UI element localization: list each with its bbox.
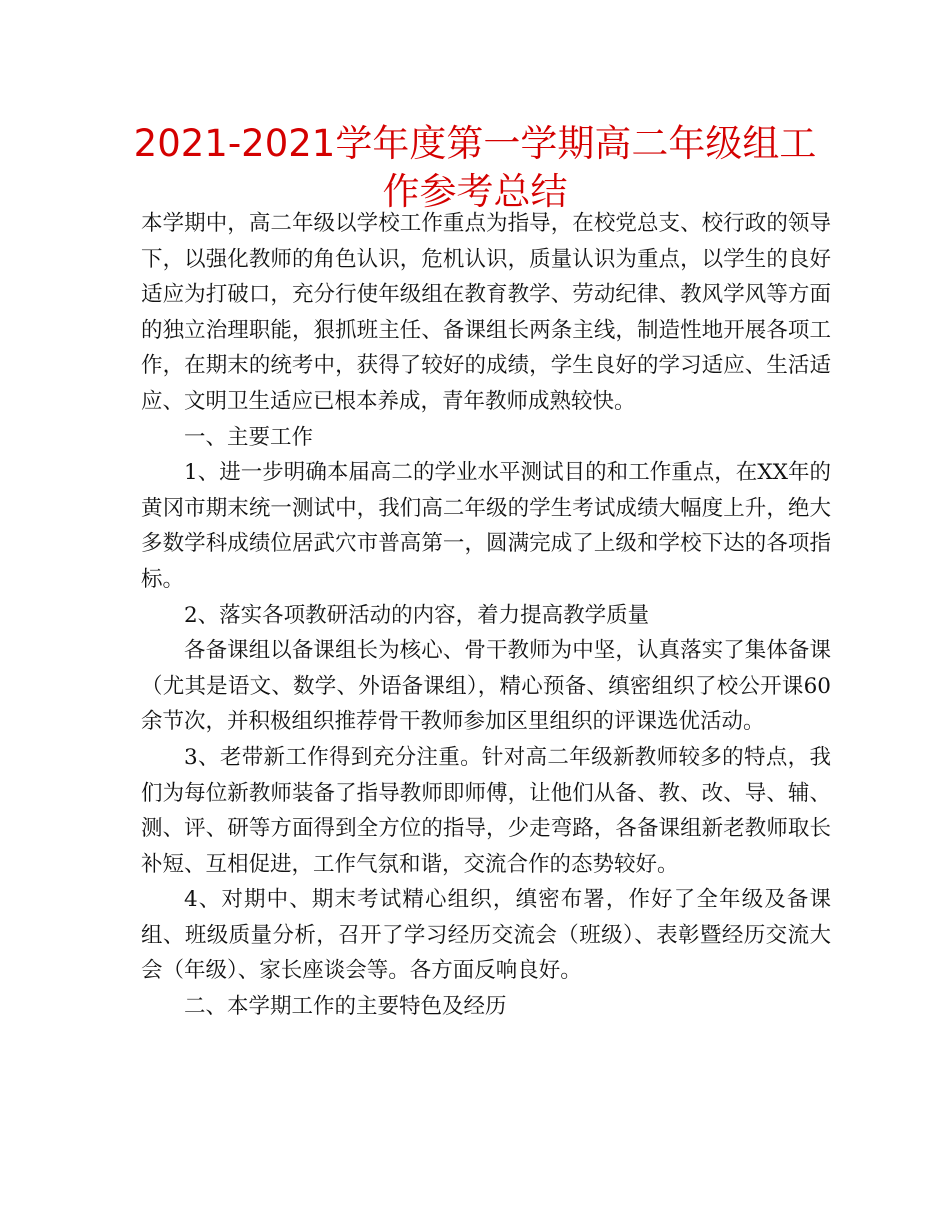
paragraph-item-4: 4、对期中、期末考试精心组织，缜密布署，作好了全年级及备课组、班级质量分析，召开了学习经历交流会（班级）、表彰暨经历交流大会（年级）、家长座谈会等。各方面反响良好。 [141,887,831,984]
paragraph-intro: 本学期中，高二年级以学校工作重点为指导，在校党总支、校行政的领导下，以强化教师的角色认识，危机认识，质量认识为重点，以学生的良好适应为打破口，充分行使年级组在教育教学、劳动纪律、教风学风等方面的独立治理职能，狠抓班主任、备课组长两条主线，制造性地开展各项工作，在期末的统考中，获得了较好的成绩，学生良好的学习适应、生活适应、文明卫生适应已根本养成，青年教师成熟较快。 [141,211,831,414]
paragraph-item-2-body: 各备课组以备课组长为核心、骨干教师为中坚，认真落实了集体备课（尤其是语文、数学、外语备课组），精心预备、缜密组织了校公开课60余节次，并积极组织推荐骨干教师参加区里组织的评课选优活动。 [141,638,831,735]
document-title: 2021-2021学年度第一学期高二年级组工作参考总结 [133,122,817,213]
document-body [141,206,831,1025]
paragraph-item-1: 1、进一步明确本届高二的学业水平测试目的和工作重点，在XX年的黄冈市期末统一测试中，我们高二年级的学生考试成绩大幅度上升，绝大多数学科成绩位居武穴市普高第一，圆满完成了上级和学校下达的各项指标。 [141,460,831,592]
paragraph-item-2-heading: 2、落实各项教研活动的内容，着力提高教学质量 [184,602,650,628]
section-heading-main-work: 一、主要工作 [184,424,314,450]
paragraph-item-3: 3、老带新工作得到充分注重。针对高二年级新教师较多的特点，我们为每位新教师装备了指导教师即师傅，让他们从备、教、改、导、辅、测、评、研等方面得到全方位的指导，少走弯路，各备课组新老教师取长补短、互相促进，工作气氛和谐，交流合作的态势较好。 [141,744,831,877]
section-heading-features: 二、本学期工作的主要特色及经历 [184,994,507,1020]
